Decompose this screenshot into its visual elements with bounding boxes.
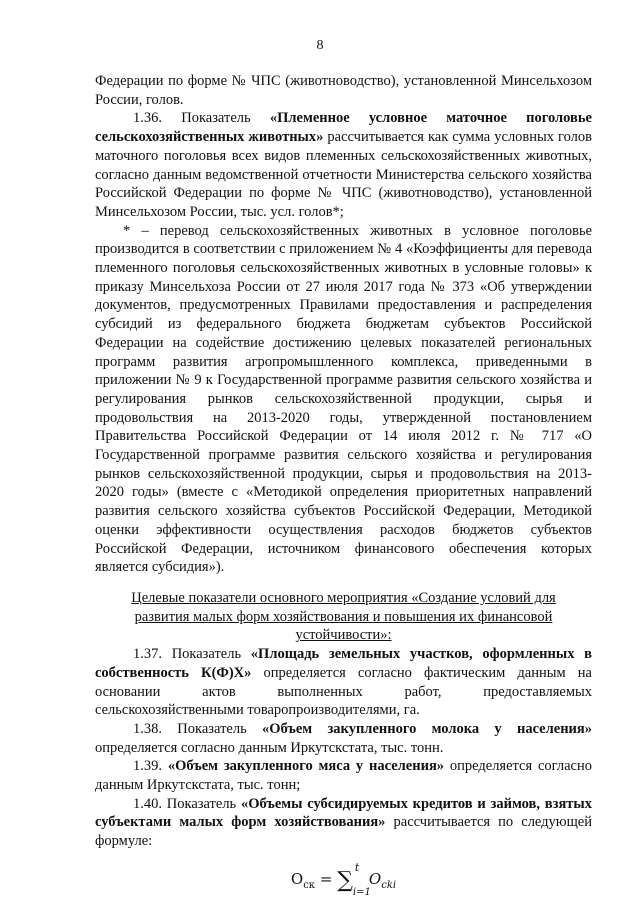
sum-symbol: ∑ (337, 867, 353, 893)
para-number: 1.39. (133, 758, 168, 775)
sum-limits (352, 860, 371, 899)
formula-term (368, 869, 397, 891)
para-number: 1.36. Показатель (133, 110, 270, 127)
para-text: определяется согласно фактическим данным на основании актов выполненных работ, предоставляемых сельскохозяйственными товаропроизводителями, га. (95, 664, 592, 719)
para-text: определяется согласно данным Иркутскстата, тыс. тонн. (95, 739, 444, 756)
para-number: 1.38. Показатель (133, 720, 262, 737)
indicator-name: «Площадь земельных участков, оформленных в собственность К(Ф)Х» (95, 646, 592, 681)
sum-lower-limit: i=1 (352, 887, 371, 899)
formula-lhs-sub: ск (303, 879, 316, 891)
formula-lhs-base: О (290, 869, 304, 888)
formula-equals: = (319, 869, 333, 888)
para-number: 1.37. Показатель (133, 646, 251, 663)
paragraph-1-36 (95, 109, 592, 221)
formula-lhs (290, 869, 316, 891)
indicator-name: «Племенное условное маточное поголовье сельскохозяйственных животных» (95, 110, 592, 146)
formula-term-sub: cki (381, 879, 397, 891)
formula (95, 860, 592, 899)
para-text: рассчитывается как сумма условных голов маточного поголовья всех видов племенных сельскохозяйственных животных, согласно данным ведомственной отчетности Министерства сельского хозяйства Российской Федерации по форме № ЧПС (животноводство), установленной Минсельхозом России, тыс. усл. голов*; (95, 129, 593, 220)
indicator-name: «Объем закупленного молока у населения» (262, 720, 592, 737)
section-heading: Целевые показатели основного мероприятия «Создание условий для развития малых форм хозяйствования и повышения их финансовой устойчивости»: (131, 589, 556, 644)
sum-upper-limit: t (354, 860, 360, 874)
indicator-name: «Объем закупленного мяса у населения» (167, 758, 445, 775)
paragraph-1-37 (95, 645, 592, 720)
document-body (95, 72, 592, 899)
indicator-name: «Объемы субсидируемых кредитов и займов, взятых субъектами малых форм хозяйствования» (95, 795, 592, 831)
paragraph-continuation: Федерации по форме № ЧПС (животноводство), установленной Минсельхозом России, голов. (95, 73, 592, 108)
paragraph-1-40 (95, 795, 592, 851)
formula-term-base: O (368, 869, 382, 888)
para-text: определяется согласно данным Иркутскстата, тыс. тонн; (95, 758, 592, 794)
para-number: 1.40. Показатель (133, 795, 241, 812)
footnote: * – перевод сельскохозяйственных животных в условное поголовье производится в соответствии с приложением № 4 «Коэффициенты для перевода племенного поголовья сельскохозяйственных животных в условные головы» к приказу Минсельхоза России от 27 июля 2017 года № 373 «Об утверждении документов, предусмотренных Правилами предоставления и распределения субсидий из федерального бюджета бюджетам субъектов Российской Федерации на содействие достижению целевых показателей региональных программ развития агропромышленного комплекса, приведенными в приложении № 9 к Государственной программе развития сельского хозяйства и регулирования рынков сельскохозяйственной продукции, сырья и продовольствия на 2013-2020 годы, утвержденной постановлением Правительства Российской Федерации от 14 июля 2012 г. № 717 «О Государственной программе развития сельского хозяйства и регулирования рынков сельскохозяйственной продукции, сырья и продовольствия на 2013-2020 годы» (вместе с «Методикой определения приоритетных направлений развития сельского хозяйства субъектов Российской Федерации, Методикой оценки эффективности осуществления расходов бюджетов субъектов Российской Федерации, источником финансового обеспечения которых является субсидия»). (95, 222, 592, 576)
para-text: рассчитывается по следующей формуле: (95, 814, 593, 850)
paragraph-1-39 (95, 757, 592, 794)
page-number: 8 (316, 38, 324, 53)
paragraph-1-38 (95, 720, 592, 757)
